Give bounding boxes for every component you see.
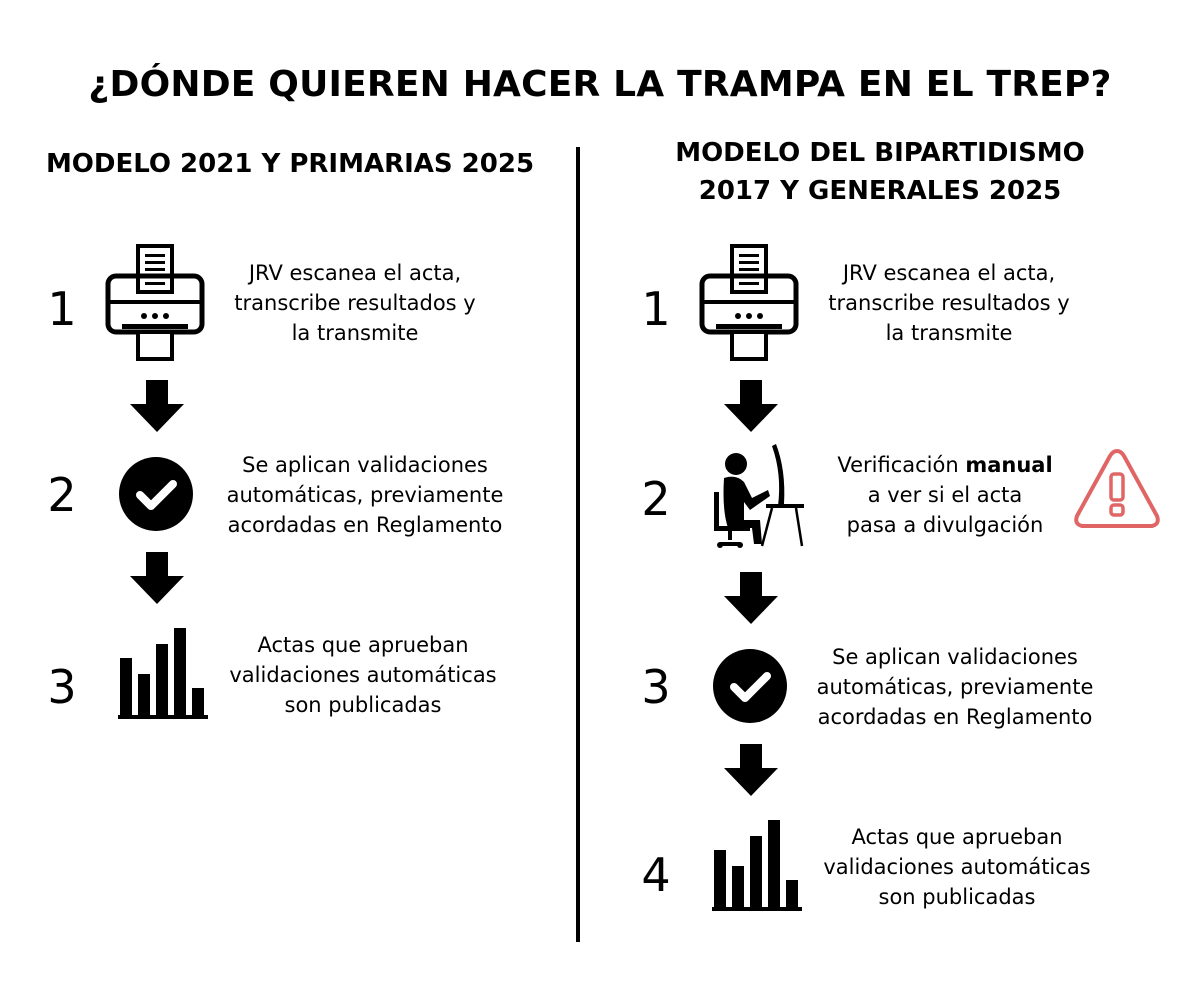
right-step-3-description: Se aplican validaciones automáticas, previamente acordadas en Reglamento	[816, 645, 1094, 729]
left-step-3-description: Actas que aprueban validaciones automáticas son publicadas	[229, 633, 497, 717]
bar-chart-icon	[712, 818, 804, 912]
page-title: ¿DÓNDE QUIEREN HACER LA TRAMPA EN EL TREP?	[88, 64, 1112, 105]
left-step-3-number: 3	[47, 660, 77, 714]
down-arrow-icon	[130, 380, 184, 432]
left-step-1-number: 1	[47, 282, 77, 336]
right-step-1-number: 1	[641, 282, 671, 336]
right-step-4-number: 4	[641, 848, 671, 902]
check-circle-icon	[712, 648, 788, 724]
left-step-2-number: 2	[47, 468, 77, 522]
right-step-4-description: Actas que aprueban validaciones automáticas son publicadas	[823, 825, 1091, 909]
left-column-heading: MODELO 2021 Y PRIMARIAS 2025	[45, 149, 535, 179]
scanner-icon	[104, 244, 206, 362]
left-step-2-description: Se aplican validaciones automáticas, previamente acordadas en Reglamento	[226, 453, 504, 537]
right-column-heading: MODELO DEL BIPARTIDISMO 2017 Y GENERALES 2025	[675, 138, 1085, 206]
down-arrow-icon	[724, 572, 778, 624]
right-step-2-number: 2	[641, 472, 671, 526]
right-step-1-description: JRV escanea el acta, transcribe resultados y la transmite	[828, 261, 1070, 345]
right-step-2-description: Verificación manual a ver si el acta pasa a divulgación	[837, 453, 1053, 537]
manual-emphasis: manual	[965, 453, 1053, 477]
left-step-1-description: JRV escanea el acta, transcribe resultados y la transmite	[234, 261, 476, 345]
right-step-3-number: 3	[641, 660, 671, 714]
down-arrow-icon	[724, 380, 778, 432]
check-circle-icon	[118, 456, 194, 532]
column-divider	[576, 147, 580, 942]
down-arrow-icon	[724, 744, 778, 796]
down-arrow-icon	[130, 552, 184, 604]
warning-triangle-icon	[1072, 446, 1162, 532]
person-at-computer-icon	[710, 440, 806, 550]
scanner-icon	[698, 244, 800, 362]
bar-chart-icon	[118, 626, 210, 720]
